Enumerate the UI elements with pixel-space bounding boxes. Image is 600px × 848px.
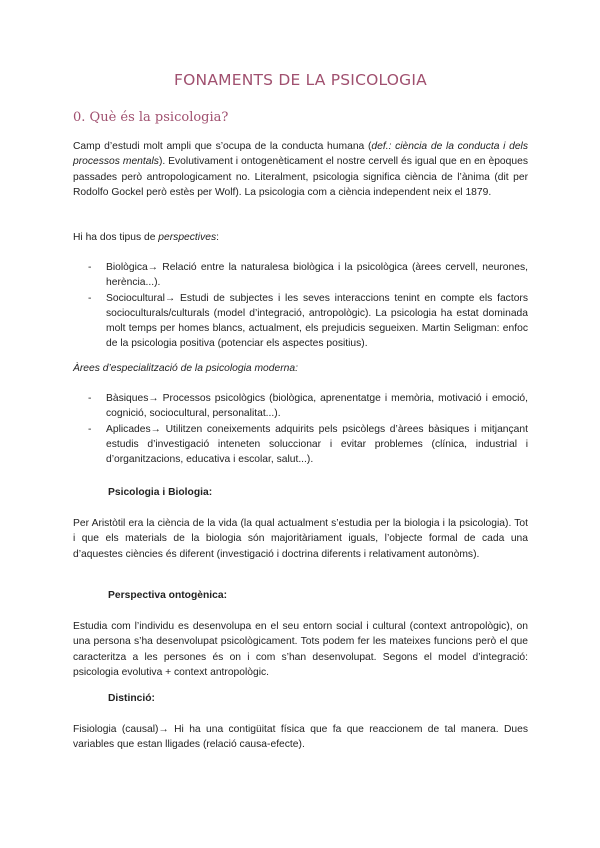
intro-text-post: ). Evolutivament i ontogenèticament el nostre cervell és igual que en en èpoques passades però antropologicament no. Literalment, psicologia significa ciència de l’ànima (dit per Rodolfo Gockel però estès per Wolf). La psicologia com a ciència independent neix el 1879. [73,156,528,198]
intro-text-pre: Camp d’estudi molt ampli que s’ocupa de la conducta humana ( [73,141,372,152]
section-heading-what-is-psychology: 0. Què és la psicologia? [73,110,229,125]
subheading-perspectiva-ontogenica: Perspectiva ontogènica: [108,590,228,601]
paragraph-distincio: Fisiologia (causal)→ Hi ha una contigüitat física que fa que reaccionem de tal manera. Dues variables que estan lligades (relació causa-efecte). [73,724,528,751]
subheading-psicologia-biologia: Psicologia i Biologia: [108,487,213,498]
list-item-basiques: - Bàsiques→ Processos psicològics (biològica, aprenentatge i memòria, motivació i emoció, cognició, sociocultural, personalitat...). [73,391,528,422]
subheading-distincio: Distinció: [108,693,155,704]
list-item-sociocultural: - Sociocultural→ Estudi de subjectes i les seves interaccions tenint en compte els factors socioculturals/culturals (model d’integració, antropològic). La psicologia ha estat dominada molt temps per homes blancs, actualment, els prejudicis segueixen. Martin Seligman: enfoc de la psicologia positiva (potenciar els aspectes positius). [73,291,528,352]
intro-paragraph [73,139,528,200]
intro-definition: def.: ciència de la conducta i dels processos mentals [73,141,528,168]
perspectives-intro [73,230,528,245]
perspectives-intro-pre: Hi ha dos tipus de [73,232,159,243]
areas-heading: Àrees d’especialització de la psicologia moderna: [73,363,298,374]
areas-list [73,391,528,467]
list-item-biologica: - Biològica→ Relació entre la naturalesa biològica i la psicològica (àrees cervell, neurones, herència...). [73,260,528,291]
document-title: FONAMENTS DE LA PSICOLOGIA [174,71,427,89]
perspectives-intro-post: : [216,232,219,243]
paragraph-perspectiva-ontogenica: Estudia com l’individu es desenvolupa en el seu entorn social i cultural (context antropològic), on una persona s’ha desenvolupat psicològicament. Tots podem fer les mateixes funcions però el que caracteritza a les persones és on i com s’han desenvolupat. Segons el model d’integració: psicologia evolutiva + context antropològic. [73,621,528,678]
perspectives-intro-emphasis: perspectives [158,232,217,243]
list-item-aplicades: - Aplicades→ Utilitzen coneixements adquirits pels psicòlegs d’àrees bàsiques i mitjançant estudis d’investigació inteneten soluccionar i evitar problemes (clínica, industrial i d’organitzacions, educativa i escolar, salut...). [73,422,528,468]
paragraph-psicologia-biologia: Per Aristòtil era la ciència de la vida (la qual actualment s’estudia per la biologia i la psicologia). Tot i que els materials de la biologia són majoritàriament iguals, l’objecte formal de cada una d’aquestes ciències és diferent (investigació i doctrina diferents i relativament autonòms). [73,518,528,560]
perspectives-list [73,260,528,352]
